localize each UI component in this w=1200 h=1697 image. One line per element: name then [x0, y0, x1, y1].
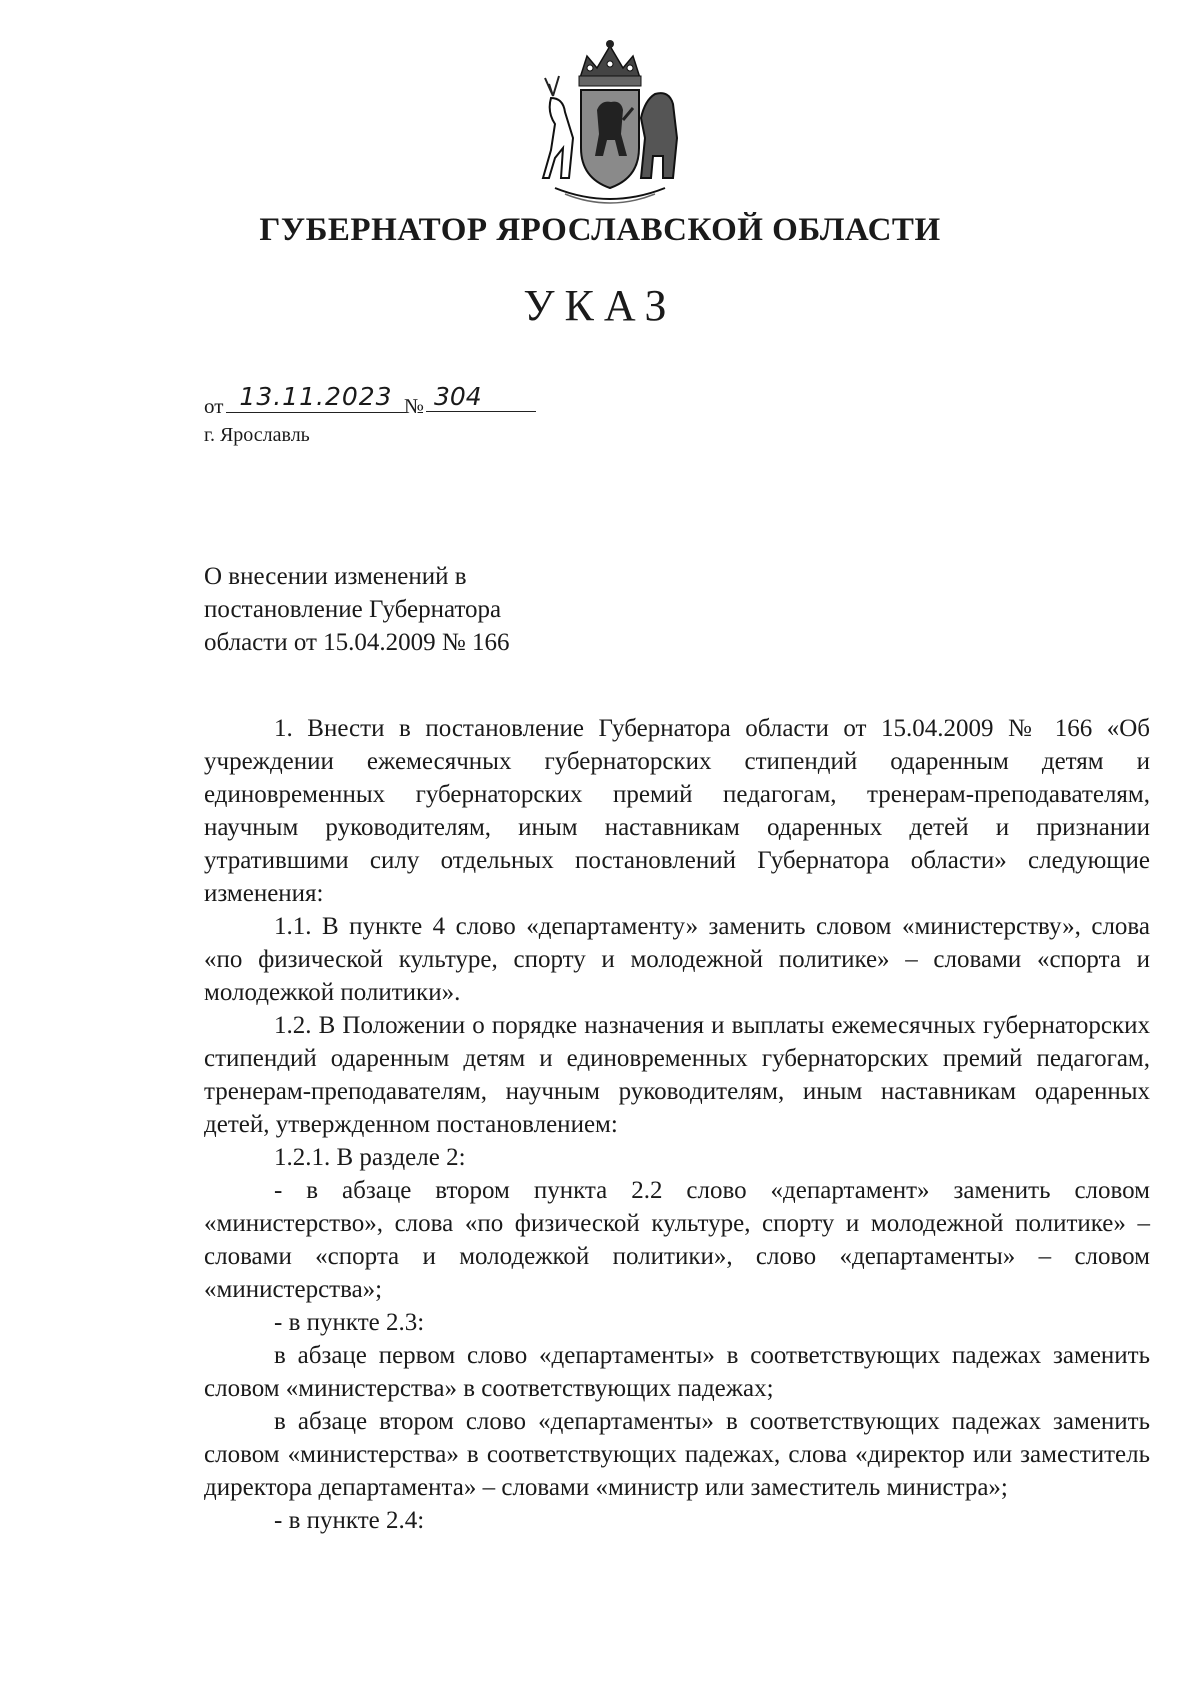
coat-of-arms-emblem — [535, 38, 685, 213]
issuer-title: ГУБЕРНАТОР ЯРОСЛАВСКОЙ ОБЛАСТИ — [259, 212, 941, 248]
subject-line: области от 15.04.2009 № 166 — [204, 629, 510, 656]
document-date: 13.11.2023 — [226, 382, 406, 413]
body-paragraph: в абзаце первом слово «департаменты» в соответствующих падежах заменить словом «министерства» в соответствующих падежах; — [204, 1342, 1150, 1402]
body-paragraph: - в абзаце втором пункта 2.2 слово «департамент» заменить словом «министерство», слова «по физической культуре, спорту и молодежной политике» – словами «спорта и молодежкой политики», слово «департаменты» – словом «министерства»; — [204, 1177, 1150, 1303]
issue-city: г. Ярославль — [204, 424, 310, 446]
document-body — [204, 712, 1150, 1537]
subject-line: О внесении изменений в — [204, 563, 467, 590]
body-paragraph: 1.1. В пункте 4 слово «департаменту» заменить словом «министерству», слова «по физической культуре, спорту и молодежной политике» – словами «спорта и молодежкой политики». — [204, 913, 1150, 1006]
body-paragraph: - в пункте 2.3: — [274, 1309, 425, 1336]
subject-line: постановление Губернатора — [204, 596, 502, 623]
body-paragraph: 1. Внести в постановление Губернатора области от 15.04.2009 № 166 «Об учреждении ежемесячных губернаторских стипендий одаренным детям и единовременных губернаторских премий педагогам, тренерам-преподавателям, научным руководителям, иным наставникам одаренных детей и признании утратившими силу отдельных постановлений Губернатора области» следующие изменения: — [204, 715, 1150, 907]
body-paragraph: в абзаце втором слово «департаменты» в соответствующих падежах заменить словом «министерства» в соответствующих падежах, слова «директор или заместитель директора департамента» – словами «министр или заместитель министра»; — [204, 1408, 1150, 1501]
date-prefix: от — [204, 394, 224, 418]
body-paragraph: 1.2. В Положении о порядке назначения и выплаты ежемесячных губернаторских стипендий одаренным детям и единовременных губернаторских премий педагогам, тренерам-преподавателям, научным руководителям, иным наставникам одаренных детей, утвержденном постановлением: — [204, 1012, 1150, 1138]
document-type-heading: УКАЗ — [523, 281, 677, 330]
document-subject — [204, 560, 510, 659]
body-paragraph: - в пункте 2.4: — [274, 1507, 425, 1534]
number-sign: № — [404, 394, 425, 418]
document-date-number-line — [204, 382, 564, 422]
document-number: 304 — [426, 382, 536, 412]
body-paragraph: 1.2.1. В разделе 2: — [274, 1144, 466, 1171]
